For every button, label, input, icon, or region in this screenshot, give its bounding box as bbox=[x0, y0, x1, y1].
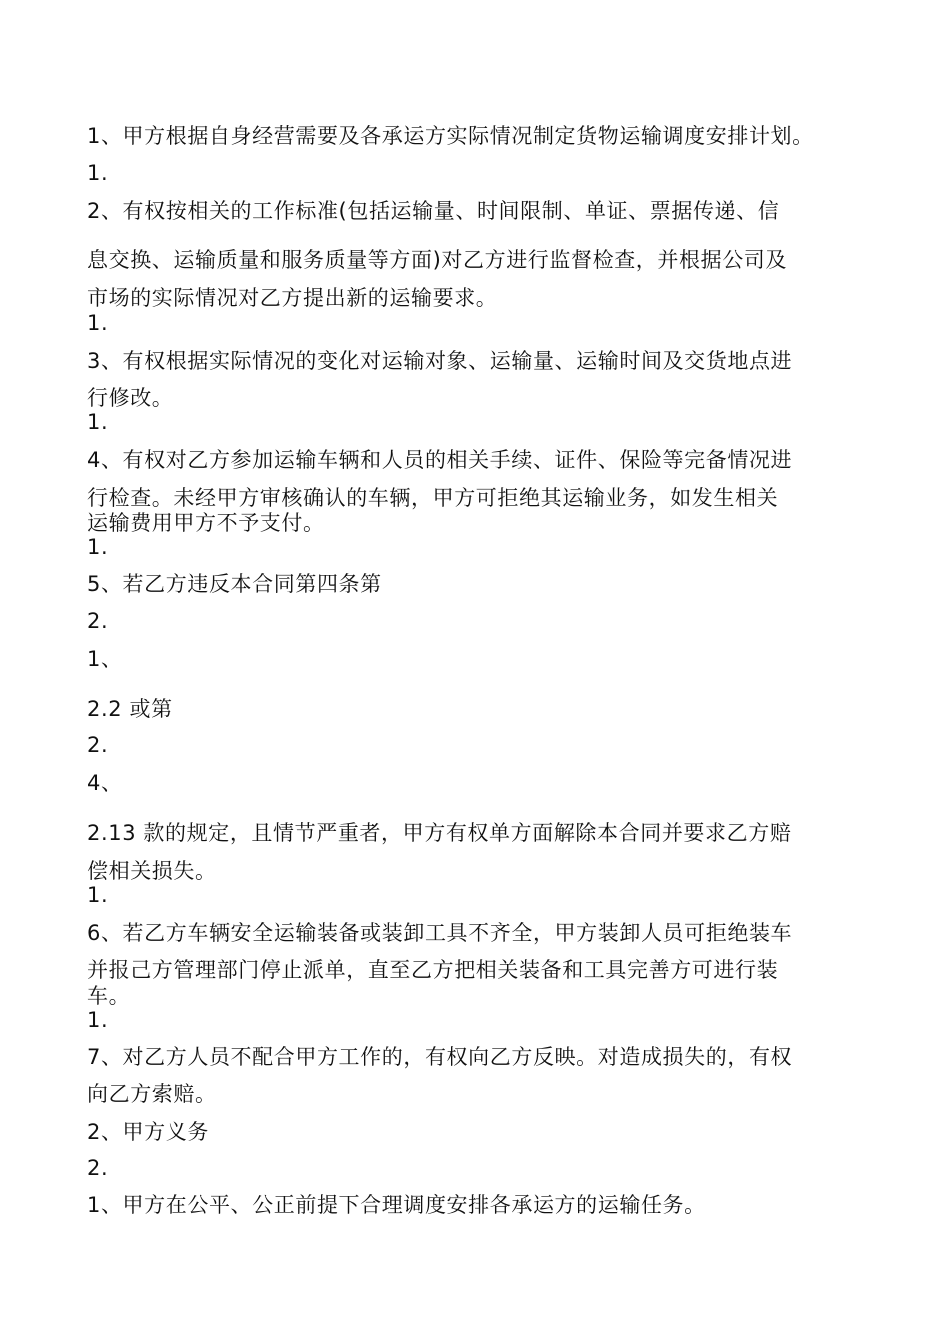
text-line: 4、有权对乙方参加运输车辆和人员的相关手续、证件、保险等完备情况进 bbox=[87, 448, 793, 472]
text-line: 向乙方索赔。 bbox=[87, 1082, 217, 1106]
text-line: 7、对乙方人员不配合甲方工作的，有权向乙方反映。对造成损失的，有权 bbox=[87, 1045, 793, 1069]
text-line: 3、有权根据实际情况的变化对运输对象、运输量、运输时间及交货地点进 bbox=[87, 349, 793, 373]
text-line: 1. bbox=[87, 1008, 109, 1032]
text-line: 并报己方管理部门停止派单，直至乙方把相关装备和工具完善方可进行装 bbox=[87, 958, 779, 982]
text-line: 2. bbox=[87, 1156, 109, 1180]
text-line: 2. bbox=[87, 609, 109, 633]
text-line: 1. bbox=[87, 311, 109, 335]
text-line: 偿相关损失。 bbox=[87, 859, 217, 883]
text-line: 4、 bbox=[87, 771, 123, 795]
text-line: 2. bbox=[87, 733, 109, 757]
text-line: 运输费用甲方不予支付。 bbox=[87, 511, 325, 535]
text-line: 行检查。未经甲方审核确认的车辆，甲方可拒绝其运输业务，如发生相关 bbox=[87, 486, 779, 510]
text-line: 1. bbox=[87, 161, 109, 185]
text-line: 1. bbox=[87, 535, 109, 559]
text-line: 车。 bbox=[87, 984, 131, 1008]
text-line: 2、甲方义务 bbox=[87, 1120, 209, 1144]
text-line: 1、 bbox=[87, 647, 123, 671]
text-line: 1. bbox=[87, 410, 109, 434]
text-line: 行修改。 bbox=[87, 386, 174, 410]
text-line: 息交换、运输质量和服务质量等方面)对乙方进行监督检查，并根据公司及 bbox=[87, 248, 787, 272]
text-line: 2、有权按相关的工作标准(包括运输量、时间限制、单证、票据传递、信 bbox=[87, 199, 780, 223]
text-line: 2.2 或第 bbox=[87, 697, 173, 721]
text-line: 2.13 款的规定，且情节严重者，甲方有权单方面解除本合同并要求乙方赔 bbox=[87, 821, 792, 845]
text-line: 1、甲方在公平、公正前提下合理调度安排各承运方的运输任务。 bbox=[87, 1193, 706, 1217]
text-line: 6、若乙方车辆安全运输装备或装卸工具不齐全，甲方装卸人员可拒绝装车 bbox=[87, 921, 793, 945]
text-line: 1. bbox=[87, 883, 109, 907]
text-line: 1、甲方根据自身经营需要及各承运方实际情况制定货物运输调度安排计划。 bbox=[87, 124, 814, 148]
text-line: 5、若乙方违反本合同第四条第 bbox=[87, 572, 382, 596]
text-line: 市场的实际情况对乙方提出新的运输要求。 bbox=[87, 286, 498, 310]
